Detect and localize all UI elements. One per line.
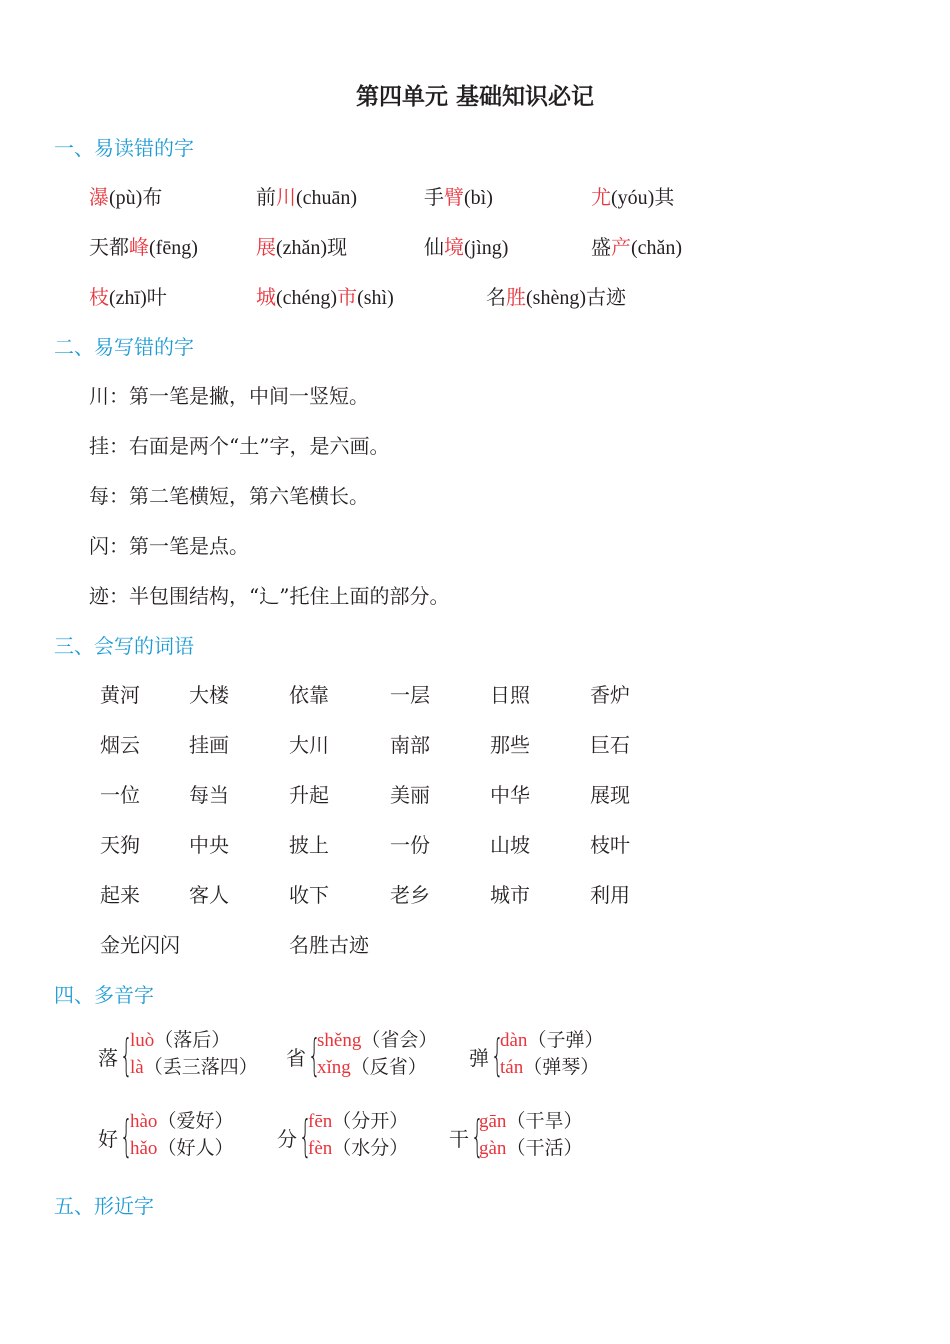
misread-item: 尤(yóu)其 <box>591 185 675 209</box>
word: 巨石 <box>590 733 630 757</box>
misread-item: 展(zhǎn)现 <box>256 235 348 259</box>
word: 大楼 <box>189 683 229 707</box>
word: 南部 <box>390 733 430 757</box>
section-heading-similar-chars: 五、形近字 <box>54 1194 154 1218</box>
polyphone-reading: fèn（水分） <box>308 1137 409 1159</box>
word: 烟云 <box>100 733 140 757</box>
word: 天狗 <box>100 833 140 857</box>
misread-item: 名胜(shèng)古迹 <box>486 285 626 309</box>
polyphone-reading: dàn（子弹） <box>500 1029 604 1051</box>
misread-item: 天都峰(fēng) <box>89 235 198 259</box>
word: 香炉 <box>590 683 630 707</box>
section-heading-misread: 一、易读错的字 <box>54 136 194 160</box>
section-heading-miswritten: 二、易写错的字 <box>54 335 194 359</box>
word: 日照 <box>490 683 530 707</box>
polyphone-char: 分 <box>277 1127 297 1151</box>
polyphone-reading: gàn（干活） <box>479 1137 583 1159</box>
polyphone-group <box>98 1028 288 1084</box>
word: 金光闪闪 <box>100 933 180 957</box>
word: 城市 <box>490 883 530 907</box>
word: 山坡 <box>490 833 530 857</box>
polyphone-reading: gān（干旱） <box>479 1110 583 1132</box>
miswritten-line: 挂：右面是两个“土”字，是六画。 <box>89 434 390 458</box>
word: 名胜古迹 <box>289 933 369 957</box>
word: 披上 <box>289 833 329 857</box>
word: 大川 <box>289 733 329 757</box>
miswritten-line: 迹：半包围结构，“辶”托住上面的部分。 <box>89 584 450 608</box>
polyphone-group <box>277 1109 447 1165</box>
word: 利用 <box>590 883 630 907</box>
brace: { <box>471 1111 484 1162</box>
word: 黄河 <box>100 683 140 707</box>
word: 依靠 <box>289 683 329 707</box>
polyphone-group <box>469 1028 639 1084</box>
polyphone-char: 弹 <box>469 1046 489 1070</box>
polyphone-reading: xǐng（反省） <box>317 1056 427 1078</box>
polyphone-reading: luò（落后） <box>130 1029 231 1051</box>
brace: { <box>308 1030 321 1081</box>
word: 收下 <box>289 883 329 907</box>
miswritten-line: 闪：第一笔是点。 <box>89 534 249 558</box>
word: 客人 <box>189 883 229 907</box>
word: 老乡 <box>390 883 430 907</box>
miswritten-line: 川：第一笔是撇，中间一竖短。 <box>89 384 369 408</box>
word: 枝叶 <box>590 833 630 857</box>
word: 挂画 <box>189 733 229 757</box>
misread-item: 手臂(bì) <box>424 185 493 209</box>
polyphone-reading: shěng（省会） <box>317 1029 438 1051</box>
polyphone-reading: tán（弹琴） <box>500 1056 600 1078</box>
misread-item: 盛产(chǎn) <box>591 235 683 259</box>
polyphone-reading: hǎo（好人） <box>130 1137 234 1159</box>
word: 每当 <box>189 783 229 807</box>
polyphone-group <box>98 1109 268 1165</box>
brace: { <box>120 1030 133 1081</box>
polyphone-reading: fēn（分开） <box>308 1110 409 1132</box>
polyphone-reading: hào（爱好） <box>130 1110 234 1132</box>
brace: { <box>299 1111 312 1162</box>
misread-item: 城(chéng)市(shì) <box>256 285 394 309</box>
polyphone-char: 好 <box>98 1127 118 1151</box>
word: 中央 <box>189 833 229 857</box>
word: 升起 <box>289 783 329 807</box>
word: 一份 <box>390 833 430 857</box>
polyphone-group <box>449 1109 619 1165</box>
misread-item: 前川(chuān) <box>256 185 358 209</box>
word: 美丽 <box>390 783 430 807</box>
polyphone-char: 落 <box>98 1046 118 1070</box>
polyphone-char: 省 <box>286 1046 306 1070</box>
miswritten-line: 每：第二笔横短，第六笔横长。 <box>89 484 369 508</box>
word: 一层 <box>390 683 430 707</box>
section-heading-words: 三、会写的词语 <box>54 634 194 658</box>
word: 起来 <box>100 883 140 907</box>
section-heading-polyphones: 四、多音字 <box>54 983 154 1007</box>
polyphone-group <box>286 1028 466 1084</box>
word: 中华 <box>490 783 530 807</box>
brace: { <box>120 1111 133 1162</box>
misread-item: 仙境(jìng) <box>424 235 509 259</box>
misread-item: 枝(zhī)叶 <box>89 285 167 309</box>
polyphone-reading: là（丢三落四） <box>130 1056 258 1078</box>
polyphone-char: 干 <box>449 1127 469 1151</box>
word: 那些 <box>490 733 530 757</box>
word: 展现 <box>590 783 630 807</box>
page-title: 第四单元 基础知识必记 <box>355 83 594 110</box>
misread-item: 瀑(pù)布 <box>89 185 163 209</box>
brace: { <box>491 1030 504 1081</box>
word: 一位 <box>100 783 140 807</box>
